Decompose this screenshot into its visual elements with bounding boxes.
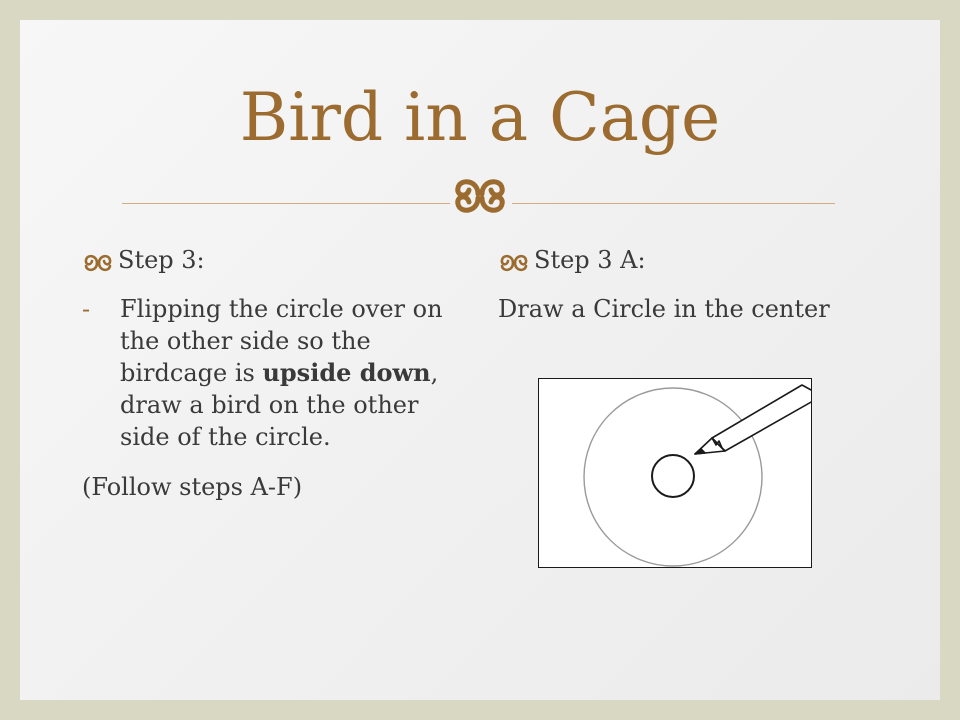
- instruction-text-bold: upside down: [262, 358, 431, 387]
- step-3-heading-row: [82, 244, 462, 276]
- step-3-heading: Step 3:: [118, 246, 205, 274]
- slide-title: Bird in a Cage: [239, 79, 721, 156]
- instruction-text-part1: Flipping the circle over on the other side so the birdcage is: [120, 295, 443, 387]
- instruction-text-part2: , draw a bird on the other side of the circle.: [120, 359, 439, 451]
- step-3a-heading: Step 3 A:: [534, 246, 646, 274]
- swirl-bullet-icon: [82, 250, 114, 272]
- dash-marker: -: [82, 295, 91, 323]
- step-3a-instruction: Draw a Circle in the center: [498, 295, 830, 323]
- pencil-icon: [695, 385, 812, 454]
- circle-drawing-illustration: [538, 378, 812, 568]
- follow-steps-note: (Follow steps A-F): [82, 473, 303, 501]
- divider-line-left: [122, 203, 450, 204]
- step-3a-heading-row: [498, 244, 898, 276]
- step-3-instruction: [82, 293, 462, 453]
- divider-line-right: [512, 203, 835, 204]
- swirl-bullet-icon: [498, 250, 530, 272]
- right-column: [498, 244, 898, 325]
- center-circle: [652, 455, 694, 497]
- quad-swirl-ornament-icon: [451, 172, 509, 218]
- left-column: [82, 244, 462, 503]
- outer-circle: [584, 388, 762, 566]
